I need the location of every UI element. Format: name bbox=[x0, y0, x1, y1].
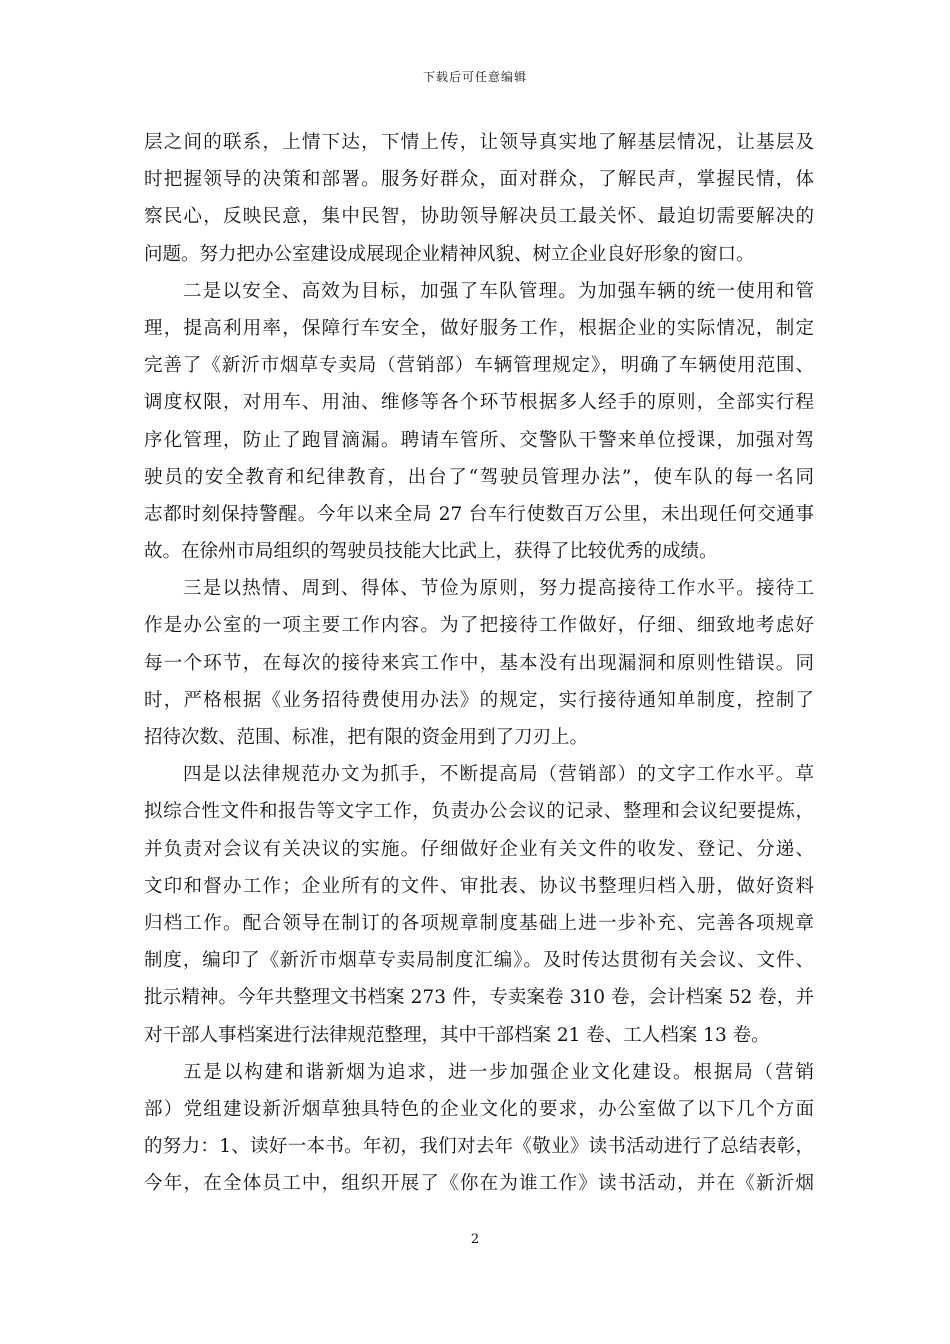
text-line: 问题。努力把办公室建设成展现企业精神风貌、树立企业良好形象的窗口。 bbox=[144, 243, 755, 265]
text-line: 驶员的安全教育和纪律教育，出台了“驾驶员管理办法”，使车队的每一名同 bbox=[144, 466, 814, 488]
paragraph-start-line: 五是以构建和谐新烟为追求，进一步加强企业文化建设。根据局（营销 bbox=[183, 1061, 814, 1083]
text-line: 每一个环节，在每次的接待来宾工作中，基本没有出现漏洞和原则性错误。同 bbox=[144, 652, 814, 674]
text-line: 故。在徐州市局组织的驾驶员技能大比武上，获得了比较优秀的成绩。 bbox=[144, 541, 718, 563]
text-line: 部）党组建设新沂烟草独具特色的企业文化的要求，办公室做了以下几个方面 bbox=[144, 1098, 814, 1120]
page-header: 下载后可任意编辑 bbox=[422, 70, 527, 84]
paragraph-start-line: 三是以热情、周到、得体、节俭为原则，努力提高接待工作水平。接待工 bbox=[183, 578, 814, 600]
text-line: 归档工作。配合领导在制订的各项规章制度基础上进一步补充、完善各项规章 bbox=[144, 912, 814, 934]
text-line: 对干部人事档案进行法律规范整理，其中干部档案 21 卷、工人档案 13 卷。 bbox=[144, 1024, 770, 1046]
text-line: 完善了《新沂市烟草专卖局（营销部）车辆管理规定》，明确了车辆使用范围、 bbox=[144, 355, 814, 377]
text-line: 文印和督办工作；企业所有的文件、审批表、协议书整理归档入册，做好资料 bbox=[144, 875, 814, 897]
text-line: 察民心，反映民意，集中民智，协助领导解决员工最关怀、最迫切需要解决的 bbox=[144, 206, 814, 228]
page-number: 2 bbox=[470, 1232, 480, 1247]
paragraph-start-line: 二是以安全、高效为目标，加强了车队管理。为加强车辆的统一使用和管 bbox=[183, 280, 814, 302]
text-line: 调度权限，对用车、用油、维修等各个环节根据多人经手的原则，全部实行程 bbox=[144, 392, 814, 414]
text-line: 拟综合性文件和报告等文字工作，负责办公会议的记录、整理和会议纪要提炼， bbox=[144, 801, 814, 823]
text-line: 层之间的联系，上情下达，下情上传，让领导真实地了解基层情况，让基层及 bbox=[144, 132, 814, 153]
text-line: 今年，在全体员工中，组织开展了《你在为谁工作》读书活动，并在《新沂烟 bbox=[144, 1173, 814, 1195]
paragraph-start-line: 四是以法律规范办文为抓手，不断提高局（营销部）的文字工作水平。草 bbox=[183, 764, 814, 786]
body-text bbox=[144, 124, 814, 1202]
text-line: 的努力：1、读好一本书。年初，我们对去年《敬业》读书活动进行了总结表彰， bbox=[144, 1136, 814, 1158]
text-line: 招待次数、范围、标准，把有限的资金用到了刀刃上。 bbox=[144, 727, 589, 748]
text-line: 序化管理，防止了跑冒滴漏。聘请车管所、交警队干警来单位授课，加强对驾 bbox=[144, 429, 814, 451]
text-line: 志都时刻保持警醒。今年以来全局 27 台车行使数百万公里，未出现任何交通事 bbox=[144, 503, 814, 525]
text-line: 制度，编印了《新沂市烟草专卖局制度汇编》。及时传达贯彻有关会议、文件、 bbox=[144, 950, 814, 972]
text-line: 批示精神。今年共整理文书档案 273 件，专卖案卷 310 卷，会计档案 52 卷，并 bbox=[144, 987, 814, 1009]
text-line: 作是办公室的一项主要工作内容。为了把接待工作做好，仔细、细致地考虑好 bbox=[144, 615, 814, 637]
text-line: 并负责对会议有关决议的实施。仔细做好企业有关文件的收发、登记、分递、 bbox=[144, 838, 814, 860]
text-line: 时把握领导的决策和部署。服务好群众，面对群众，了解民声，掌握民情，体 bbox=[144, 169, 814, 191]
text-line: 理，提高利用率，保障行车安全，做好服务工作，根据企业的实际情况，制定 bbox=[144, 317, 814, 339]
text-line: 时，严格根据《业务招待费使用办法》的规定，实行接待通知单制度，控制了 bbox=[144, 689, 814, 711]
